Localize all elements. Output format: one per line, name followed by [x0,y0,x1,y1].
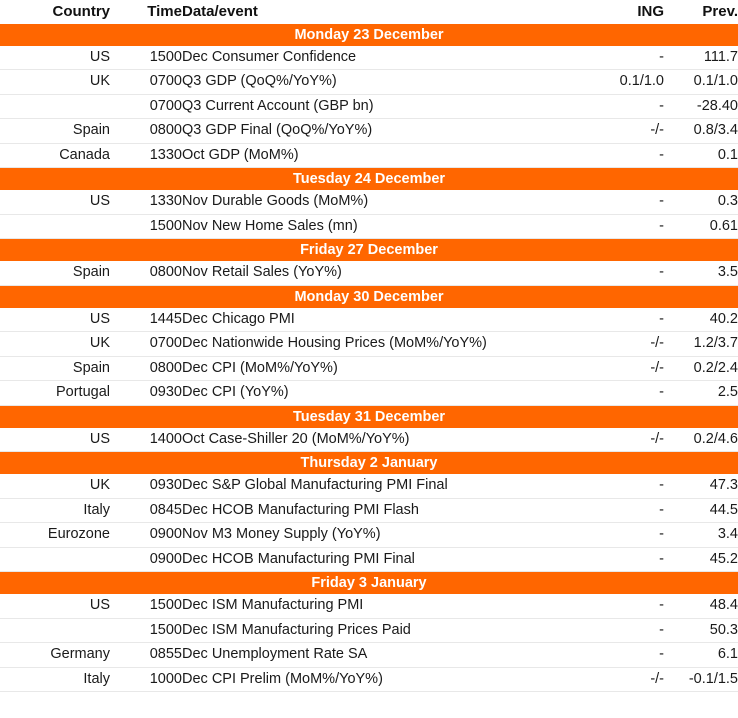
table-row [0,594,738,618]
cell-prev: 0.1/1.0 [664,70,738,95]
table-row [0,332,738,357]
cell-ing: - [588,46,664,70]
table-body [0,24,738,692]
day-header-row [0,168,738,191]
day-header-row [0,24,738,46]
cell-time: 0700 [110,94,182,119]
table-row [0,143,738,168]
cell-country [0,618,110,643]
day-header-label: Friday 3 January [0,572,738,595]
table-row [0,46,738,70]
cell-ing: - [588,143,664,168]
cell-ing: - [588,618,664,643]
cell-prev: 1.2/3.7 [664,332,738,357]
cell-time: 1500 [110,46,182,70]
table-row [0,70,738,95]
cell-ing: - [588,643,664,668]
cell-prev: 0.2/4.6 [664,428,738,452]
cell-prev: 0.2/2.4 [664,356,738,381]
cell-ing: - [588,214,664,239]
cell-time: 0930 [110,474,182,498]
cell-country: Spain [0,356,110,381]
cell-time: 0700 [110,332,182,357]
cell-time: 1000 [110,667,182,692]
cell-country: US [0,190,110,214]
cell-time: 1500 [110,618,182,643]
cell-prev: 50.3 [664,618,738,643]
column-header-prev: Prev. [702,3,738,20]
day-header-row [0,239,738,262]
cell-prev: 47.3 [664,474,738,498]
day-header-row [0,572,738,595]
cell-event: Nov M3 Money Supply (YoY%) [182,523,588,548]
cell-event: Dec Nationwide Housing Prices (MoM%/YoY%) [182,332,588,357]
table-row [0,308,738,332]
table-header-row [0,0,738,24]
cell-time: 0900 [110,547,182,572]
cell-prev: -28.40 [664,94,738,119]
cell-time: 0900 [110,523,182,548]
cell-time: 0845 [110,498,182,523]
table-row [0,381,738,406]
cell-time: 1330 [110,143,182,168]
cell-event: Dec CPI Prelim (MoM%/YoY%) [182,667,588,692]
cell-event: Dec HCOB Manufacturing PMI Flash [182,498,588,523]
cell-event: Dec Unemployment Rate SA [182,643,588,668]
day-header-label: Monday 30 December [0,285,738,308]
table-row [0,119,738,144]
cell-event: Dec Chicago PMI [182,308,588,332]
day-header-label: Thursday 2 January [0,452,738,475]
cell-country: UK [0,474,110,498]
cell-event: Dec CPI (MoM%/YoY%) [182,356,588,381]
cell-time: 1500 [110,214,182,239]
column-header-country: Country [52,3,110,20]
column-header-ing: ING [637,3,664,20]
day-header-label: Tuesday 31 December [0,405,738,428]
cell-country: Portugal [0,381,110,406]
cell-ing: -/- [588,332,664,357]
cell-country: US [0,594,110,618]
column-header-event: Data/event [182,3,258,20]
column-header-time: Time [147,3,182,20]
cell-country [0,94,110,119]
cell-event: Q3 GDP Final (QoQ%/YoY%) [182,119,588,144]
cell-country: US [0,308,110,332]
cell-event: Dec ISM Manufacturing PMI [182,594,588,618]
day-header-row [0,405,738,428]
cell-prev: -0.1/1.5 [664,667,738,692]
cell-event: Oct GDP (MoM%) [182,143,588,168]
cell-country: Canada [0,143,110,168]
cell-ing: -/- [588,119,664,144]
cell-prev: 3.5 [664,261,738,285]
cell-event: Dec CPI (YoY%) [182,381,588,406]
cell-country: UK [0,70,110,95]
cell-event: Oct Case-Shiller 20 (MoM%/YoY%) [182,428,588,452]
cell-time: 0930 [110,381,182,406]
cell-ing: -/- [588,356,664,381]
cell-prev: 48.4 [664,594,738,618]
cell-time: 1500 [110,594,182,618]
table-row [0,547,738,572]
cell-country [0,214,110,239]
cell-ing: - [588,308,664,332]
cell-country: Germany [0,643,110,668]
cell-ing: - [588,94,664,119]
day-header-row [0,285,738,308]
cell-prev: 0.1 [664,143,738,168]
cell-event: Nov Durable Goods (MoM%) [182,190,588,214]
table-row [0,261,738,285]
cell-time: 1330 [110,190,182,214]
cell-ing: - [588,594,664,618]
table-row [0,190,738,214]
table-row [0,498,738,523]
cell-time: 0855 [110,643,182,668]
cell-prev: 111.7 [664,46,738,70]
cell-event: Dec HCOB Manufacturing PMI Final [182,547,588,572]
cell-prev: 0.61 [664,214,738,239]
cell-country: US [0,428,110,452]
cell-country: Spain [0,119,110,144]
cell-country: Italy [0,498,110,523]
cell-event: Q3 GDP (QoQ%/YoY%) [182,70,588,95]
cell-prev: 3.4 [664,523,738,548]
cell-time: 0800 [110,119,182,144]
table-row [0,428,738,452]
cell-event: Dec ISM Manufacturing Prices Paid [182,618,588,643]
cell-time: 1400 [110,428,182,452]
cell-time: 0800 [110,356,182,381]
cell-prev: 0.8/3.4 [664,119,738,144]
cell-ing: -/- [588,428,664,452]
day-header-row [0,452,738,475]
cell-prev: 6.1 [664,643,738,668]
cell-ing: -/- [588,667,664,692]
cell-country: US [0,46,110,70]
cell-ing: 0.1/1.0 [588,70,664,95]
table-row [0,523,738,548]
table-row [0,667,738,692]
cell-country: UK [0,332,110,357]
day-header-label: Tuesday 24 December [0,168,738,191]
table-row [0,214,738,239]
cell-event: Q3 Current Account (GBP bn) [182,94,588,119]
cell-time: 0800 [110,261,182,285]
cell-ing: - [588,474,664,498]
cell-ing: - [588,547,664,572]
cell-ing: - [588,381,664,406]
cell-ing: - [588,523,664,548]
cell-event: Dec S&P Global Manufacturing PMI Final [182,474,588,498]
cell-event: Nov New Home Sales (mn) [182,214,588,239]
day-header-label: Monday 23 December [0,24,738,46]
cell-ing: - [588,498,664,523]
cell-prev: 44.5 [664,498,738,523]
cell-prev: 2.5 [664,381,738,406]
table-row [0,474,738,498]
cell-prev: 0.3 [664,190,738,214]
cell-country: Italy [0,667,110,692]
cell-ing: - [588,190,664,214]
table-header [0,0,738,24]
table-row [0,643,738,668]
cell-prev: 45.2 [664,547,738,572]
cell-event: Dec Consumer Confidence [182,46,588,70]
table-row [0,356,738,381]
table-row [0,618,738,643]
cell-event: Nov Retail Sales (YoY%) [182,261,588,285]
cell-prev: 40.2 [664,308,738,332]
cell-country: Spain [0,261,110,285]
cell-time: 1445 [110,308,182,332]
day-header-label: Friday 27 December [0,239,738,262]
table-row [0,94,738,119]
cell-country [0,547,110,572]
cell-ing: - [588,261,664,285]
cell-time: 0700 [110,70,182,95]
cell-country: Eurozone [0,523,110,548]
